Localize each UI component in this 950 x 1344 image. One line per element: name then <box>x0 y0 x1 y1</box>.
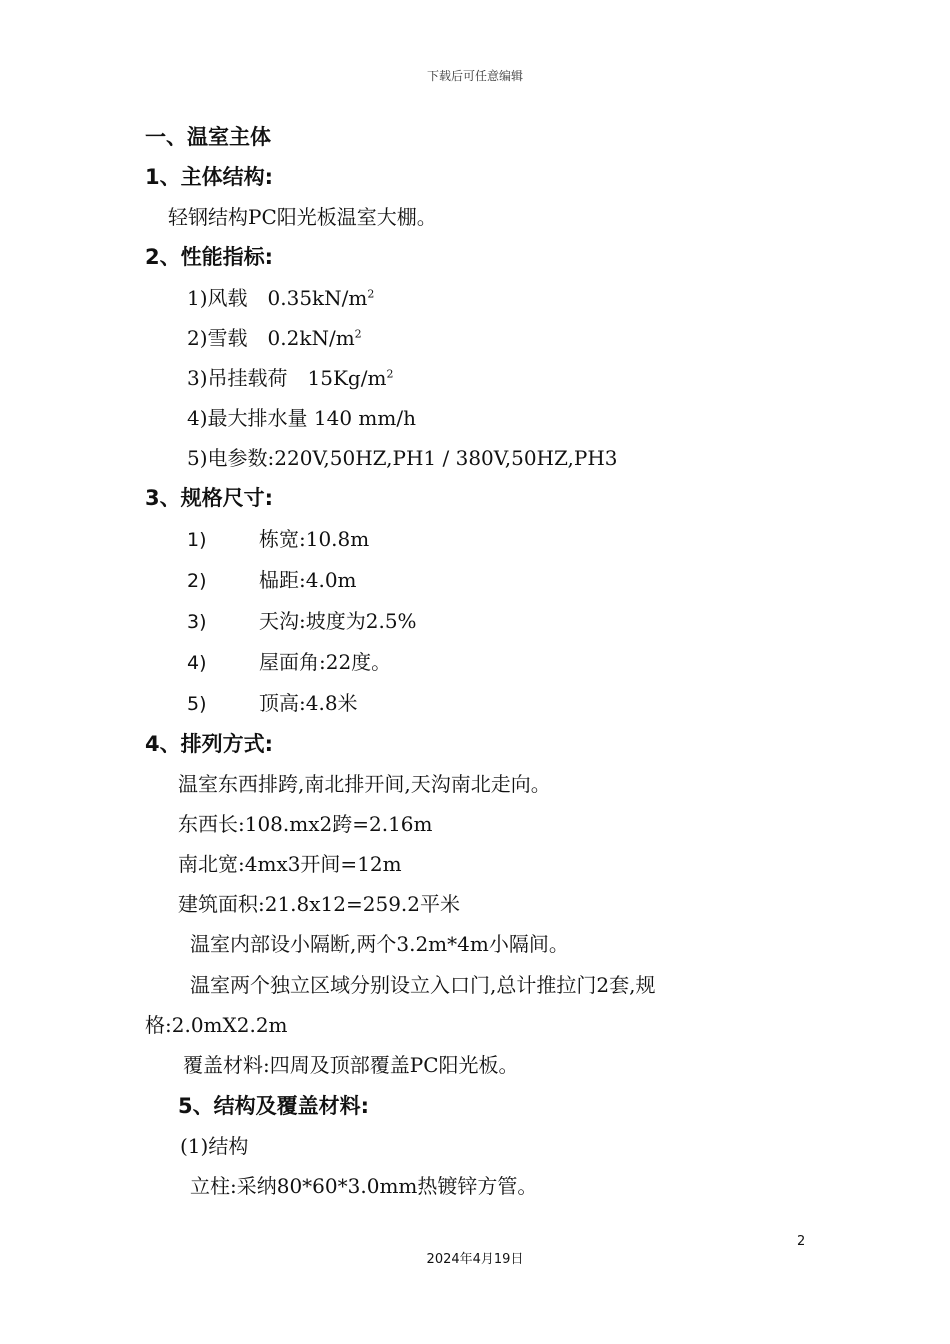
arrangement-line: 温室东西排跨,南北排开间,天沟南北走向。 <box>178 772 551 796</box>
heading-structure-materials: 5、结构及覆盖材料: <box>178 1094 370 1118</box>
performance-item: 1)风载 $0.35kN/m^2$ <box>187 286 375 310</box>
performance-item: 4)最大排水量 140 mm/h <box>187 406 416 430</box>
heading-arrangement: 4、排列方式: <box>145 732 274 756</box>
page-header: 下载后可任意编辑 <box>426 69 523 83</box>
arrangement-line: 东西长:108.mx2跨=2.16m <box>178 812 433 836</box>
page-footer-date: 2024年4月19日 <box>426 1252 524 1267</box>
arrangement-line: 温室内部设小隔断,两个3.2m*4m小隔间。 <box>190 932 569 956</box>
arrangement-line: 建筑面积:21.8x12=259.2平米 <box>178 892 461 916</box>
dimension-item: 4) 屋面角:22度。 <box>187 650 392 674</box>
arrangement-line: 格:2.0mX2.2m <box>145 1013 288 1037</box>
performance-item: 2)雪载 $0.2kN/m^2$ <box>187 326 362 350</box>
dimension-item: 2) 榀距:4.0m <box>187 568 357 592</box>
heading-main-structure: 1、主体结构: <box>145 165 274 189</box>
arrangement-line: 温室两个独立区域分别设立入口门,总计推拉门2套,规 <box>190 973 656 997</box>
performance-item: 5)电参数:220V,50HZ,PH1 / 380V,50HZ,PH3 <box>187 446 618 470</box>
structure-line: 立柱:采纳80*60*3.0mm热镀锌方管。 <box>190 1174 538 1198</box>
arrangement-line: 南北宽:4mx3开间=12m <box>178 852 402 876</box>
page-number: 2 <box>797 1234 806 1249</box>
dimension-item: 3) 天沟:坡度为2.5% <box>187 609 417 633</box>
performance-item: 3)吊挂载荷 $15Kg/m^2$ <box>187 366 394 390</box>
heading-dimensions: 3、规格尺寸: <box>145 486 274 510</box>
main-structure-text: 轻钢结构PC阳光板温室大棚。 <box>168 205 437 229</box>
dimension-item: 5) 顶高:4.8米 <box>187 691 358 715</box>
arrangement-line: 覆盖材料:四周及顶部覆盖PC阳光板。 <box>183 1053 519 1077</box>
section-title: 一、温室主体 <box>145 125 271 149</box>
heading-performance: 2、性能指标: <box>145 245 274 269</box>
dimension-item: 1) 栋宽:10.8m <box>187 527 370 551</box>
structure-subheading: (1)结构 <box>180 1134 249 1158</box>
